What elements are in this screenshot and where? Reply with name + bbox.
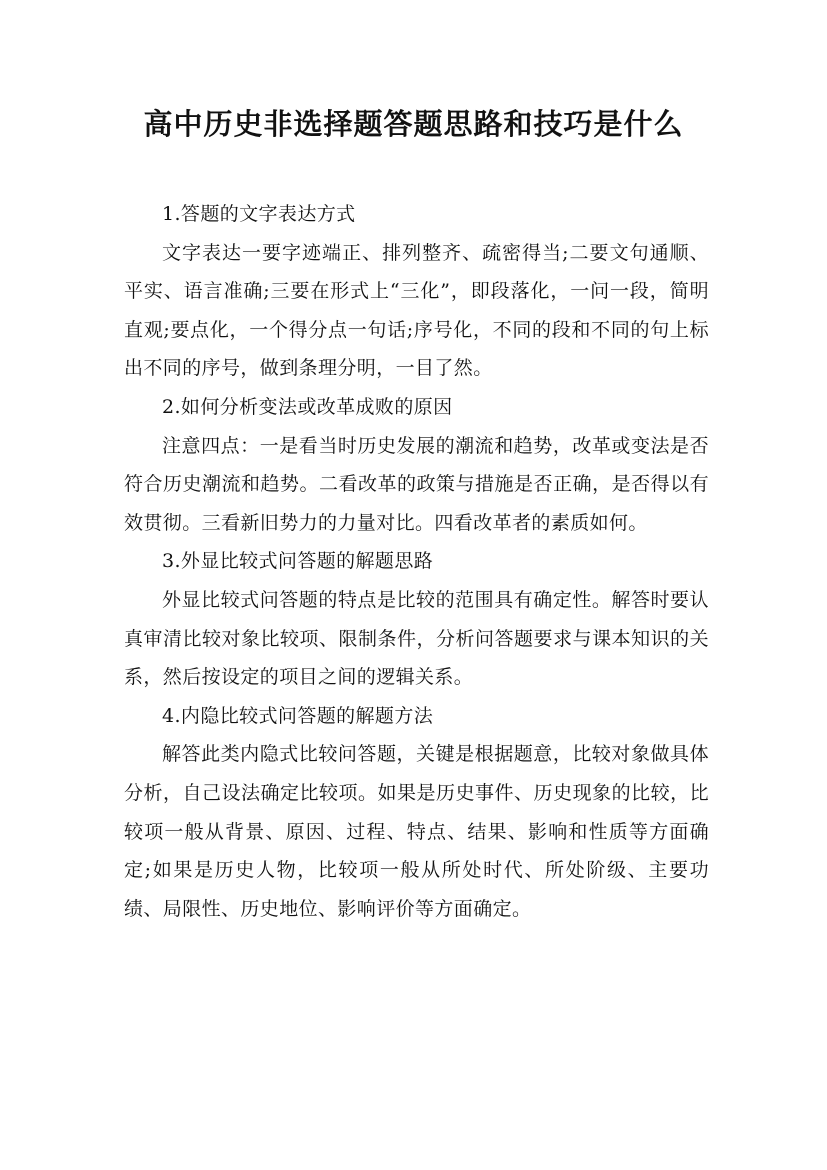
section-body-4: 解答此类内隐式比较问答题，关键是根据题意，比较对象做具体分析，自己设法确定比较项。如果是历史事件、历史现象的比较，比较项一般从背景、原因、过程、特点、结果、影响和性质等方面确定;如果是历史人物，比较项一般从所处时代、所处阶级、主要功绩、局限性、历史地位、影响评价等方面确定。 <box>124 743 709 920</box>
section-body-2: 注意四点：一是看当时历史发展的潮流和趋势，改革或变法是否符合历史潮流和趋势。二看改革的政策与措施是否正确，是否得以有效贯彻。三看新旧势力的力量对比。四看改革者的素质如何。 <box>124 434 709 534</box>
section-heading-3: 3.外显比较式问答题的解题思路 <box>162 550 434 573</box>
document-body <box>124 195 709 928</box>
section-heading-1: 1.答题的文字表达方式 <box>162 203 356 225</box>
section-body-3: 外显比较式问答题的特点是比较的范围具有确定性。解答时要认真审清比较对象比较项、限制条件，分析问答题要求与课本知识的关系，然后按设定的项目之间的逻辑关系。 <box>124 588 709 689</box>
section-heading-2: 2.如何分析变法或改革成败的原因 <box>162 395 453 418</box>
section-heading-4: 4.内隐比较式问答题的解题方法 <box>162 704 434 727</box>
section-body-1: 文字表达一要字迹端正、排列整齐、疏密得当;二要文句通顺、平实、语言准确;三要在形式上“三化”，即段落化，一问一段，简明直观;要点化，一个得分点一句话;序号化，不同的段和不同的句上标出不同的序号，做到条理分明，一目了然。 <box>124 241 709 380</box>
document-title: 高中历史非选择题答题思路和技巧是什么 <box>143 107 684 141</box>
